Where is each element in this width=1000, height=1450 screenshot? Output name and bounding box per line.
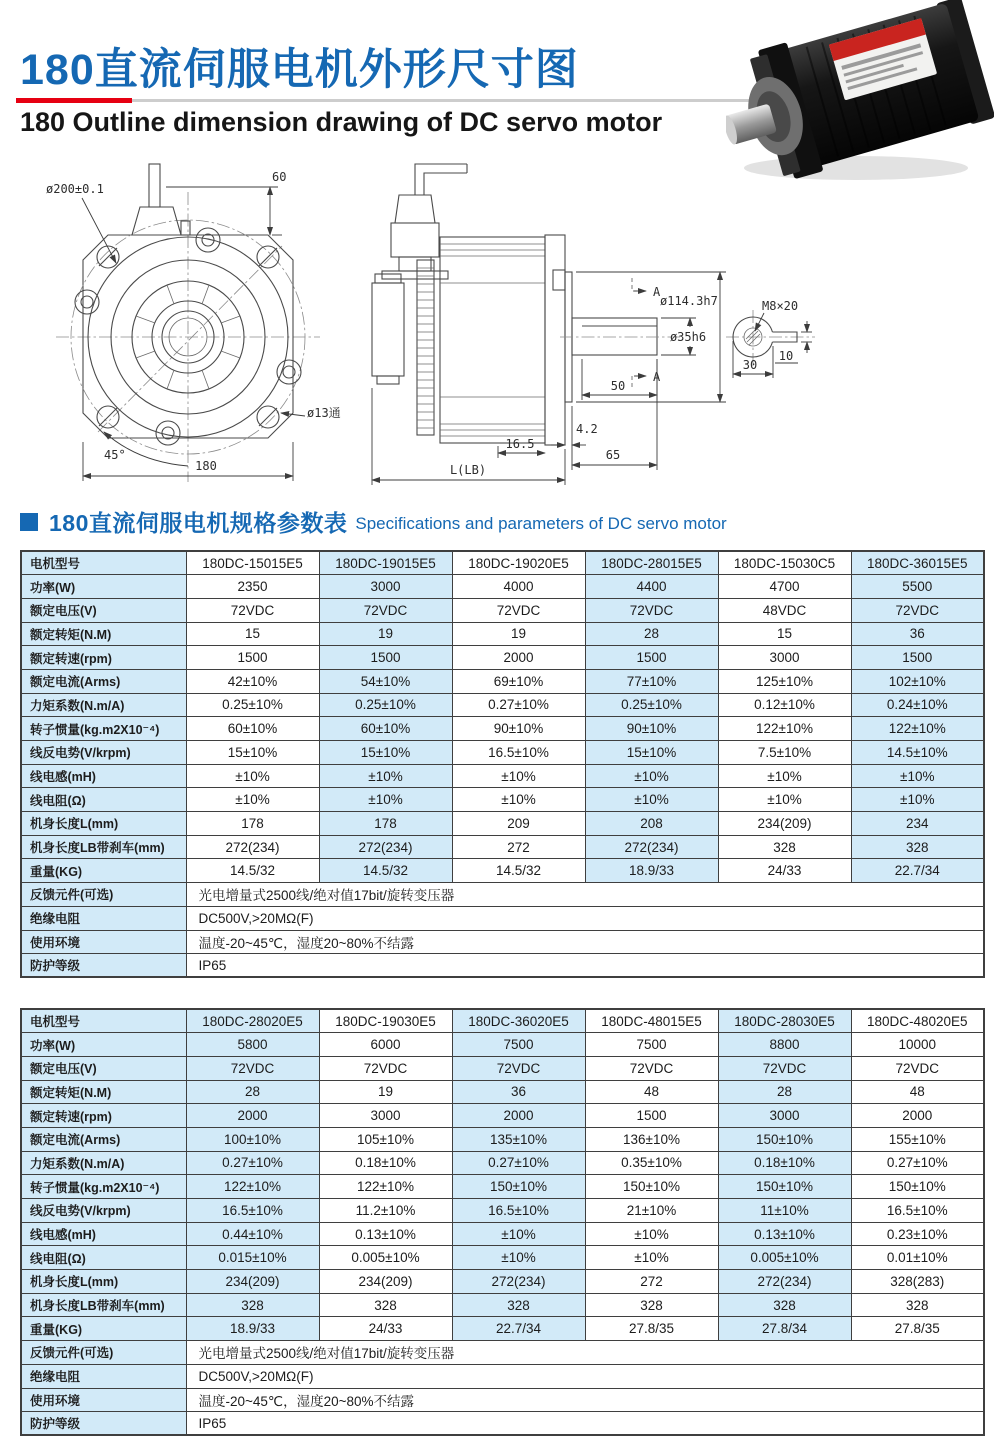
spec-value: 14.5±10% xyxy=(851,741,984,765)
model-header: 180DC-15030C5 xyxy=(718,551,851,575)
spec-value: 22.7/34 xyxy=(452,1317,585,1341)
spec-value: 136±10% xyxy=(585,1127,718,1151)
spec-value: 0.015±10% xyxy=(186,1246,319,1270)
spec-value: 48 xyxy=(585,1080,718,1104)
row-label: 使用环境 xyxy=(21,1388,186,1412)
spec-value: 72VDC xyxy=(585,1056,718,1080)
spec-row xyxy=(21,1104,984,1128)
spec-value: 0.12±10% xyxy=(718,693,851,717)
spec-value: 150±10% xyxy=(718,1175,851,1199)
spec-value: 0.18±10% xyxy=(718,1151,851,1175)
row-label: 力矩系数(N.m/A) xyxy=(21,1151,186,1175)
front-dim-180: 180 xyxy=(195,459,217,473)
spec-value: 11.2±10% xyxy=(319,1199,452,1223)
row-label: 线电阻(Ω) xyxy=(21,788,186,812)
front-dim-d200: ø200±0.1 xyxy=(46,182,104,196)
spec-table-1 xyxy=(20,550,985,978)
spec-value: 272(234) xyxy=(319,835,452,859)
spec-span-value: 光电增量式2500线/绝对值17bit/旋转变压器 xyxy=(186,1341,984,1365)
spec-value: 14.5/32 xyxy=(452,859,585,883)
spec-value: 6000 xyxy=(319,1033,452,1057)
spec-value: 5800 xyxy=(186,1033,319,1057)
model-header: 180DC-48015E5 xyxy=(585,1009,718,1033)
spec-value: 0.27±10% xyxy=(452,1151,585,1175)
spec-value: ±10% xyxy=(718,764,851,788)
spec-value: 328 xyxy=(452,1293,585,1317)
spec-value: ±10% xyxy=(452,1222,585,1246)
row-label: 线电感(mH) xyxy=(21,764,186,788)
spec-value: ±10% xyxy=(452,1246,585,1270)
spec-value: 90±10% xyxy=(452,717,585,741)
spec-value: 0.27±10% xyxy=(851,1151,984,1175)
shaft-section-view xyxy=(726,299,815,378)
row-label: 机身长度L(mm) xyxy=(21,812,186,836)
spec-value: 24/33 xyxy=(319,1317,452,1341)
spec-value: 72VDC xyxy=(319,598,452,622)
spec-value: 0.44±10% xyxy=(186,1222,319,1246)
spec-span-value: DC500V,>20MΩ(F) xyxy=(186,906,984,930)
spec-value: 328 xyxy=(718,835,851,859)
model-header: 180DC-19015E5 xyxy=(319,551,452,575)
spec-value: 0.005±10% xyxy=(718,1246,851,1270)
spec-value: 72VDC xyxy=(186,598,319,622)
spec-value: 0.18±10% xyxy=(319,1151,452,1175)
row-label: 额定电流(Arms) xyxy=(21,669,186,693)
model-header: 180DC-36015E5 xyxy=(851,551,984,575)
spec-value: 2000 xyxy=(186,1104,319,1128)
spec-value: 0.005±10% xyxy=(319,1246,452,1270)
spec-value: 0.27±10% xyxy=(452,693,585,717)
spec-value: 27.8/35 xyxy=(585,1317,718,1341)
spec-value: 105±10% xyxy=(319,1127,452,1151)
spec-value: 16.5±10% xyxy=(452,1199,585,1223)
spec-value: 14.5/32 xyxy=(319,859,452,883)
spec-value: 54±10% xyxy=(319,669,452,693)
spec-value: 0.25±10% xyxy=(319,693,452,717)
spec-value: 328(283) xyxy=(851,1270,984,1294)
section-dim-10: 10 xyxy=(778,349,794,363)
spec-value: 36 xyxy=(851,622,984,646)
spec-row xyxy=(21,788,984,812)
side-dim-spigot: ø114.3h7 xyxy=(660,294,718,308)
dimension-drawings xyxy=(20,150,985,495)
spec-value: 48 xyxy=(851,1080,984,1104)
spec-row xyxy=(21,1175,984,1199)
spec-value: 72VDC xyxy=(851,1056,984,1080)
spec-value: 0.35±10% xyxy=(585,1151,718,1175)
row-label: 额定电流(Arms) xyxy=(21,1127,186,1151)
section-dim-30: 30 xyxy=(742,358,758,372)
spec-value: 122±10% xyxy=(718,717,851,741)
spec-footer-row xyxy=(21,954,984,978)
spec-value: 209 xyxy=(452,812,585,836)
section-bullet-icon xyxy=(20,513,38,531)
spec-value: 19 xyxy=(452,622,585,646)
spec-value: 125±10% xyxy=(718,669,851,693)
spec-value: 122±10% xyxy=(319,1175,452,1199)
spec-value: 2350 xyxy=(186,575,319,599)
spec-value: 178 xyxy=(186,812,319,836)
side-dim-50: 50 xyxy=(610,379,626,393)
model-header: 180DC-48020E5 xyxy=(851,1009,984,1033)
side-section-a-bottom: A xyxy=(653,370,661,384)
spec-value: 72VDC xyxy=(452,598,585,622)
spec-value: 16.5±10% xyxy=(851,1199,984,1223)
spec-value: 272 xyxy=(452,835,585,859)
spec-value: 0.23±10% xyxy=(851,1222,984,1246)
spec-value: 0.13±10% xyxy=(319,1222,452,1246)
section-dim-tap: M8×20 xyxy=(762,299,799,313)
spec-value: 234(209) xyxy=(186,1270,319,1294)
row-label: 线反电势(V/krpm) xyxy=(21,1199,186,1223)
spec-footer-row xyxy=(21,1364,984,1388)
row-label: 线反电势(V/krpm) xyxy=(21,741,186,765)
spec-value: 90±10% xyxy=(585,717,718,741)
spec-value: ±10% xyxy=(585,764,718,788)
spec-value: 60±10% xyxy=(186,717,319,741)
spec-span-value: IP65 xyxy=(186,1412,984,1436)
spec-value: 100±10% xyxy=(186,1127,319,1151)
spec-value: ±10% xyxy=(186,764,319,788)
page-title-en: 180 Outline dimension drawing of DC servo motor xyxy=(20,107,663,137)
row-label: 额定电压(V) xyxy=(21,598,186,622)
spec-value: 0.25±10% xyxy=(186,693,319,717)
spec-value: 15±10% xyxy=(319,741,452,765)
spec-footer-row xyxy=(21,883,984,907)
spec-value: 272 xyxy=(585,1270,718,1294)
spec-value: 122±10% xyxy=(851,717,984,741)
spec-row xyxy=(21,812,984,836)
spec-value: 1500 xyxy=(585,1104,718,1128)
spec-span-value: 光电增量式2500线/绝对值17bit/旋转变压器 xyxy=(186,883,984,907)
spec-value: 2000 xyxy=(452,1104,585,1128)
spec-section-title-en: Specifications and parameters of DC servo motor xyxy=(355,513,727,533)
spec-row xyxy=(21,1056,984,1080)
spec-table-2 xyxy=(20,1008,985,1436)
side-dim-65: 65 xyxy=(605,448,621,462)
spec-value: 150±10% xyxy=(851,1175,984,1199)
spec-value: 24/33 xyxy=(718,859,851,883)
model-header: 180DC-28030E5 xyxy=(718,1009,851,1033)
row-label: 机身长度LB带刹车(mm) xyxy=(21,835,186,859)
spec-value: 28 xyxy=(718,1080,851,1104)
spec-footer-row xyxy=(21,1341,984,1365)
row-label: 额定转速(rpm) xyxy=(21,1104,186,1128)
spec-value: ±10% xyxy=(718,788,851,812)
spec-value: 150±10% xyxy=(452,1175,585,1199)
spec-value: 72VDC xyxy=(718,1056,851,1080)
spec-value: 22.7/34 xyxy=(851,859,984,883)
spec-value: 72VDC xyxy=(585,598,718,622)
spec-value: 328 xyxy=(585,1293,718,1317)
spec-value: ±10% xyxy=(319,788,452,812)
row-label: 机身长度LB带刹车(mm) xyxy=(21,1293,186,1317)
title-divider-accent xyxy=(16,98,132,103)
model-header: 180DC-36020E5 xyxy=(452,1009,585,1033)
spec-value: 272(234) xyxy=(585,835,718,859)
spec-value: 72VDC xyxy=(851,598,984,622)
spec-value: 21±10% xyxy=(585,1199,718,1223)
spec-value: 5500 xyxy=(851,575,984,599)
spec-row xyxy=(21,1127,984,1151)
spec-header-row xyxy=(21,1009,984,1033)
spec-row xyxy=(21,764,984,788)
spec-value: 234(209) xyxy=(718,812,851,836)
spec-row xyxy=(21,835,984,859)
spec-value: 72VDC xyxy=(186,1056,319,1080)
spec-value: 0.27±10% xyxy=(186,1151,319,1175)
spec-value: 15±10% xyxy=(186,741,319,765)
spec-value: 18.9/33 xyxy=(585,859,718,883)
model-header: 180DC-15015E5 xyxy=(186,551,319,575)
spec-value: 155±10% xyxy=(851,1127,984,1151)
row-label: 反馈元件(可选) xyxy=(21,1341,186,1365)
spec-value: 4400 xyxy=(585,575,718,599)
spec-value: 1500 xyxy=(186,646,319,670)
spec-span-value: 温度-20~45℃，湿度20~80%不结露 xyxy=(186,930,984,954)
spec-row xyxy=(21,1317,984,1341)
spec-footer-row xyxy=(21,906,984,930)
row-label: 电机型号 xyxy=(21,551,186,575)
spec-row xyxy=(21,575,984,599)
spec-value: 28 xyxy=(585,622,718,646)
spec-span-value: IP65 xyxy=(186,954,984,978)
spec-value: 16.5±10% xyxy=(452,741,585,765)
spec-value: 69±10% xyxy=(452,669,585,693)
front-dim-angle: 45° xyxy=(104,448,126,462)
spec-value: 0.01±10% xyxy=(851,1246,984,1270)
spec-value: 60±10% xyxy=(319,717,452,741)
row-label: 重量(KG) xyxy=(21,1317,186,1341)
spec-value: ±10% xyxy=(585,1246,718,1270)
spec-value: 1500 xyxy=(585,646,718,670)
spec-span-value: 温度-20~45℃，湿度20~80%不结露 xyxy=(186,1388,984,1412)
row-label: 线电阻(Ω) xyxy=(21,1246,186,1270)
spec-section-header xyxy=(20,505,727,538)
spec-value: 19 xyxy=(319,622,452,646)
front-view xyxy=(46,164,341,482)
row-label: 转子惯量(kg.m2X10⁻⁴) xyxy=(21,717,186,741)
page-title-zh: 180直流伺服电机外形尺寸图 xyxy=(20,46,579,94)
spec-header-row xyxy=(21,551,984,575)
row-label: 功率(W) xyxy=(21,575,186,599)
spec-value: 0.24±10% xyxy=(851,693,984,717)
spec-value: 7.5±10% xyxy=(718,741,851,765)
spec-row xyxy=(21,859,984,883)
spec-footer-row xyxy=(21,1412,984,1436)
spec-value: 135±10% xyxy=(452,1127,585,1151)
spec-row xyxy=(21,1293,984,1317)
row-label: 电机型号 xyxy=(21,1009,186,1033)
spec-value: 28 xyxy=(186,1080,319,1104)
spec-footer-row xyxy=(21,930,984,954)
side-dim-42: 4.2 xyxy=(576,422,598,436)
spec-value: 3000 xyxy=(319,575,452,599)
spec-value: 15±10% xyxy=(585,741,718,765)
model-header: 180DC-28020E5 xyxy=(186,1009,319,1033)
spec-span-value: DC500V,>20MΩ(F) xyxy=(186,1364,984,1388)
row-label: 绝缘电阻 xyxy=(21,906,186,930)
spec-value: 272(234) xyxy=(718,1270,851,1294)
spec-value: 42±10% xyxy=(186,669,319,693)
spec-value: ±10% xyxy=(319,764,452,788)
spec-value: 3000 xyxy=(319,1104,452,1128)
spec-value: 208 xyxy=(585,812,718,836)
spec-value: 19 xyxy=(319,1080,452,1104)
row-label: 力矩系数(N.m/A) xyxy=(21,693,186,717)
row-label: 线电感(mH) xyxy=(21,1222,186,1246)
spec-value: ±10% xyxy=(452,788,585,812)
spec-value: 328 xyxy=(718,1293,851,1317)
row-label: 防护等级 xyxy=(21,1412,186,1436)
spec-row xyxy=(21,693,984,717)
spec-value: 272(234) xyxy=(186,835,319,859)
spec-value: 2000 xyxy=(452,646,585,670)
spec-value: 102±10% xyxy=(851,669,984,693)
spec-value: 0.25±10% xyxy=(585,693,718,717)
side-dim-llb: L(LB) xyxy=(449,463,487,477)
spec-value: 3000 xyxy=(718,1104,851,1128)
spec-value: ±10% xyxy=(851,764,984,788)
row-label: 功率(W) xyxy=(21,1033,186,1057)
spec-value: 14.5/32 xyxy=(186,859,319,883)
spec-value: 16.5±10% xyxy=(186,1199,319,1223)
spec-value: 8800 xyxy=(718,1033,851,1057)
spec-value: ±10% xyxy=(585,1222,718,1246)
side-dim-shaft: ø35h6 xyxy=(669,330,707,344)
spec-row xyxy=(21,622,984,646)
spec-value: 272(234) xyxy=(452,1270,585,1294)
spec-value: 10000 xyxy=(851,1033,984,1057)
spec-value: 234(209) xyxy=(319,1270,452,1294)
spec-row xyxy=(21,1080,984,1104)
spec-value: 150±10% xyxy=(585,1175,718,1199)
spec-value: ±10% xyxy=(452,764,585,788)
side-section-a-top: A xyxy=(653,285,661,299)
spec-value: 328 xyxy=(851,1293,984,1317)
spec-value: 234 xyxy=(851,812,984,836)
spec-value: 77±10% xyxy=(585,669,718,693)
spec-value: 72VDC xyxy=(319,1056,452,1080)
row-label: 额定转矩(N.M) xyxy=(21,622,186,646)
row-label: 反馈元件(可选) xyxy=(21,883,186,907)
row-label: 使用环境 xyxy=(21,930,186,954)
spec-row xyxy=(21,1033,984,1057)
spec-value: 36 xyxy=(452,1080,585,1104)
spec-value: ±10% xyxy=(585,788,718,812)
row-label: 绝缘电阻 xyxy=(21,1364,186,1388)
spec-value: 15 xyxy=(718,622,851,646)
row-label: 额定电压(V) xyxy=(21,1056,186,1080)
spec-value: 18.9/33 xyxy=(186,1317,319,1341)
spec-section-title-zh: 180直流伺服电机规格参数表 xyxy=(49,510,348,536)
spec-row xyxy=(21,1270,984,1294)
spec-value: 11±10% xyxy=(718,1199,851,1223)
spec-row xyxy=(21,598,984,622)
spec-value: 1500 xyxy=(319,646,452,670)
spec-value: ±10% xyxy=(186,788,319,812)
spec-value: 27.8/34 xyxy=(718,1317,851,1341)
spec-value: 2000 xyxy=(851,1104,984,1128)
row-label: 重量(KG) xyxy=(21,859,186,883)
spec-value: 122±10% xyxy=(186,1175,319,1199)
spec-value: ±10% xyxy=(851,788,984,812)
spec-row xyxy=(21,1222,984,1246)
side-dim-165: 16.5 xyxy=(505,437,535,451)
model-header: 180DC-28015E5 xyxy=(585,551,718,575)
spec-value: 150±10% xyxy=(718,1127,851,1151)
spec-value: 328 xyxy=(319,1293,452,1317)
spec-value: 178 xyxy=(319,812,452,836)
spec-value: 328 xyxy=(851,835,984,859)
spec-value: 0.13±10% xyxy=(718,1222,851,1246)
spec-value: 7500 xyxy=(452,1033,585,1057)
row-label: 额定转矩(N.M) xyxy=(21,1080,186,1104)
spec-value: 48VDC xyxy=(718,598,851,622)
row-label: 机身长度L(mm) xyxy=(21,1270,186,1294)
spec-value: 15 xyxy=(186,622,319,646)
row-label: 额定转速(rpm) xyxy=(21,646,186,670)
model-header: 180DC-19030E5 xyxy=(319,1009,452,1033)
spec-value: 7500 xyxy=(585,1033,718,1057)
spec-row xyxy=(21,717,984,741)
spec-row xyxy=(21,646,984,670)
front-dim-60: 60 xyxy=(272,170,287,184)
spec-row xyxy=(21,1199,984,1223)
spec-value: 27.8/35 xyxy=(851,1317,984,1341)
spec-value: 72VDC xyxy=(452,1056,585,1080)
spec-value: 4000 xyxy=(452,575,585,599)
model-header: 180DC-19020E5 xyxy=(452,551,585,575)
spec-row xyxy=(21,669,984,693)
spec-row xyxy=(21,741,984,765)
spec-footer-row xyxy=(21,1388,984,1412)
spec-row xyxy=(21,1151,984,1175)
spec-value: 328 xyxy=(186,1293,319,1317)
spec-value: 1500 xyxy=(851,646,984,670)
spec-row xyxy=(21,1246,984,1270)
row-label: 转子惯量(kg.m2X10⁻⁴) xyxy=(21,1175,186,1199)
row-label: 防护等级 xyxy=(21,954,186,978)
side-view xyxy=(372,164,726,485)
spec-value: 4700 xyxy=(718,575,851,599)
spec-value: 3000 xyxy=(718,646,851,670)
front-dim-hole: ø13通 xyxy=(307,406,341,420)
